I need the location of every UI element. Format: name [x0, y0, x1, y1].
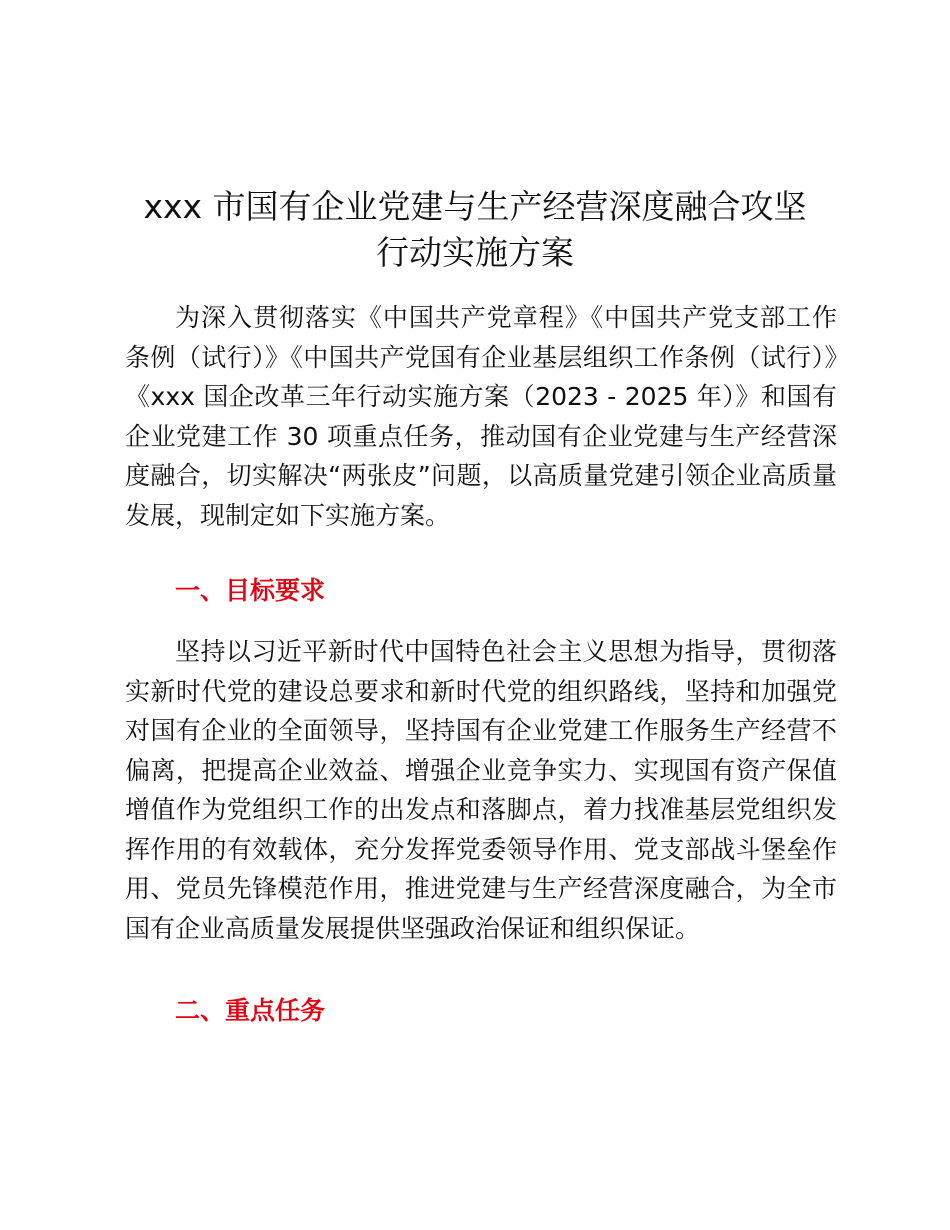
document-title-line-1: xxx 市国有企业党建与生产经营深度融合攻坚 — [143, 187, 807, 226]
section-heading-key-tasks: 二、重点任务 — [175, 996, 326, 1025]
document-title-line-2: 行动实施方案 — [376, 233, 574, 272]
document-title — [100, 184, 850, 276]
section-heading-goals: 一、目标要求 — [175, 576, 326, 605]
goals-paragraph: 坚持以习近平新时代中国特色社会主义思想为指导，贯彻落实新时代党的建设总要求和新时代党的组织路线，坚持和加强党对国有企业的全面领导，坚持国有企业党建工作服务生产经营不偏离，把提高企业效益、增强企业竞争实力、实现国有资产保值增值作为党组织工作的出发点和落脚点，着力找准基层党组织发挥作用的有效载体，充分发挥党委领导作用、党支部战斗堡垒作用、党员先锋模范作用，推进党建与生产经营深度融合，为全市国有企业高质量发展提供坚强政治保证和组织保证。 — [125, 637, 837, 943]
intro-paragraph: 为深入贯彻落实《中国共产党章程》《中国共产党支部工作条例（试行）》《中国共产党国有企业基层组织工作条例（试行）》《xxx 国企改革三年行动实施方案（2023 - 2025 年）》和国有企业党建工作 30 项重点任务，推动国有企业党建与生产经营深度融合，切实解决“两张皮”问题，以高质量党建引领企业高质量发展，现制定如下实施方案。 — [125, 303, 837, 530]
